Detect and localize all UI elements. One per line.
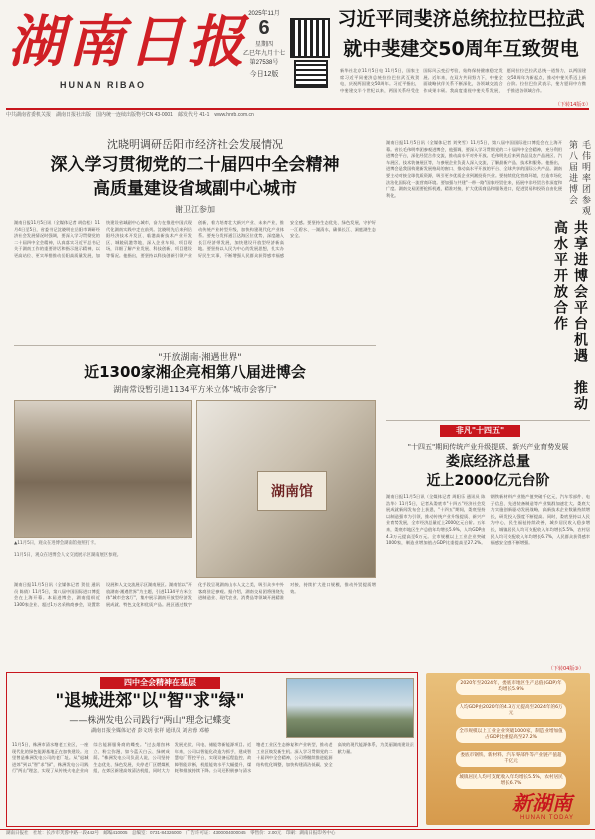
lead-headline-line-1: 深入学习贯彻党的二十届四中全会精神 <box>50 155 340 175</box>
expo-subhead: 湖南常设暂引进1134平方米立体"城市会客厅" <box>113 385 277 394</box>
masthead-pinyin: HUNAN RIBAO <box>60 80 146 90</box>
loudi-story-body: 湖南日报11月5日讯（全媒体记者 周阳乐 通讯员 陈浩华）11月5日，记者从娄底市"十四五"经济社会发展成就新闻发布会上获悉，"十四五"期间，娄底坚持以制造强市为引领，推动传统产业升级提质、新兴产业育势发展，全市经济总量近上2000亿元台阶。五年来，娄底市地区生产总值年均增长5.9%，人均GDP由4.3万元提高至6万元。全市规模以上工业企业突破1000家，制造业增加值占GDP比重提高至27.2%。钢铁新材料产业链产值突破千亿元，汽车零部件、电子信息、先进装备制造等产业集群加速壮大。娄底大力实施创新驱动发展战略，高新技术企业数量持续增长，研发投入强度不断提高。同时，娄底坚持以人民为中心，民生福祉持续改善，城乡居民收入稳步增长，城镇居民人均可支配收入年均增长5.5%，农村居民人均可支配收入年均增长6.7%，人民群众获得感幸福感安全感不断增强。 <box>386 494 590 546</box>
page-count: 今日12版 <box>249 71 279 78</box>
qr-code-icon[interactable] <box>290 18 330 58</box>
info-item-3: 全市规模以上工业企业突破1000家，制造业增加值占GDP比重提高至27.2% <box>456 727 566 743</box>
power-plant-photo[interactable] <box>286 678 414 738</box>
masthead-logo: 湖南日报 <box>8 9 248 75</box>
date-line: 2025年11月 <box>248 11 280 17</box>
brand-logo[interactable]: 新湖南 <box>512 791 572 815</box>
page-footer: 湖南日报社 社址：长沙市芙蓉中路一段442号 邮编410005 总编室：0731-84326000 广告许可证：4300004000045 零售价：2.00元 印刷：湖南日报印务中心 <box>0 829 595 839</box>
right-vertical-headline[interactable]: 共享进博会平台机遇 推动高水平开放合作 <box>552 220 588 412</box>
lead-headline-line-2: 高质量建设省域副中心城市 <box>93 179 297 199</box>
expo-headline[interactable]: 近1300家湘企亮相第八届进博会 <box>84 363 306 381</box>
brand-sub: HUNAN TODAY <box>520 815 575 821</box>
info-item-4: 娄底市钢铁、新材料、汽车零部件等产业链产值超千亿元 <box>456 751 566 767</box>
expo-story-body: 湖南日报11月5日讯（全媒体记者 贺佳 通讯员 陈倩）11月5日，第八届中国国际进口博览会在上海开幕。本届进博会，湖南组织近1300家企业、超过1万名采购商参会，设置常设展和人文交流展示区湖南展区。湖南馆以"开放湖南·湘遇世界"为主题，引进1134平方米立体"城市会客厅"，集中展示湖南开放型经济发展成就、特色文化和优质产品。展区通过数字化手段呈现湖南山水人文之美，吸引众多中外客商驻足参观。据介绍，湖南交易团将围绕先进制造业、现代农业、消费品等领域开展精准对接，持续扩大进口规模，推动外贸提质增效。 <box>14 582 376 607</box>
right-headline-line-2: 近上2000亿元台阶 <box>426 473 550 489</box>
expo-caption-2: 11月5日，观众在进博会人文交流展示区湖南展区参观。 <box>14 553 122 558</box>
lead-story-body: 湖南日报11月5日讯（全媒体记者 胡信松）11月4日至5日，省委书记沈晓明在岳阳市调研经济社会发展情况时强调，要深入学习贯彻党的二十届四中全会精神，认真落实习近平总书记关于湖南工作的重要讲话和指示批示精神，以更高站位、更实举措推动岳阳高质量发展，加快建设省域副中心城市，奋力在推进中国式现代化湖南实践中走在前列。沈晓明先后来到岳阳经济技术开发区、临港高新技术产业开发区、城陵矶港等地，深入企业车间、项目现场，详细了解产业发展、科技创新、项目建设等情况。他指出，要坚持以科技创新引领产业创新，着力培育壮大新兴产业、未来产业，推动传统产业转型升级，加快构建现代化产业体系。要充分发挥通江达海区位优势，深度融入长江经济带发展，加快建设开放型经济新高地。要坚持以人民为中心的发展思想，扎实办好民生实事，不断增强人民群众获得感幸福感安全感。要坚持生态优先、绿色发展，守护好一江碧水、一湖清水，确保长江、洞庭湖生态安全。 <box>14 220 376 258</box>
right-read-more[interactable]: （下转04版③） <box>548 666 584 672</box>
top-headline-line-2: 就中斐建交50周年互致贺电 <box>343 38 579 60</box>
info-item-1: 2020年至2024年，娄底市地区生产总值(GDP)年均增长5.9% <box>456 679 566 695</box>
right-divider <box>386 420 590 421</box>
bottom-headline[interactable]: "退城进郊"以"智"求"绿" <box>55 691 245 711</box>
date-day: 6 <box>258 17 270 39</box>
section-divider <box>14 345 376 346</box>
top-story-body: 新华社北京11月5日电 11月5日，国家主席习近平同斐济总统拉拉巴拉武互致贺电，庆祝两国建交50周年。习近平指出，中斐建交半个世纪以来，两国关系经受住国际风云变幻考验，始终保持健康稳定发展。近年来，在双方共同努力下，中斐全面战略伙伴关系不断深化，各领域交流合作成果丰硕。我高度重视中斐关系发展，愿同拉拉巴拉武总统一道努力，以两国建交50周年为新起点，推动中斐关系迈上新台阶。拉拉巴拉武表示，斐方愿同中方携手推进各领域合作。 <box>340 68 586 93</box>
lead-kicker: 沈晓明调研岳阳市经济社会发展情况 <box>107 138 283 151</box>
expo-kicker: "开放湖南·湘遇世界" <box>158 353 242 363</box>
lead-headline[interactable] <box>14 153 376 201</box>
masthead-rule <box>6 108 589 110</box>
date-weekday: 星期四 <box>254 42 273 48</box>
expo-photo-right[interactable] <box>196 400 376 578</box>
right-kicker: "十四五"期间传统产业升级提质、新兴产业育势发展 <box>407 443 569 451</box>
bottom-subhead: ——株洲发电公司践行"两山"理念记蝶变 <box>69 716 231 726</box>
top-read-more[interactable]: （下转14版①） <box>555 102 591 108</box>
info-item-2: 人均GDP由2020年的4.3万元提高至2024年的6万元 <box>456 703 566 719</box>
expo-caption-1: ▲11月5日，观众在进博会湖南馆拍照打卡。 <box>14 541 99 546</box>
expo-sign: 湖南馆 <box>257 471 327 511</box>
expo-photo-left[interactable] <box>14 400 192 538</box>
right-vertical-kicker: 毛伟明率团参观第八届进博会 <box>567 140 590 217</box>
info-item-5: 城镇居民人均可支配收入年均增长5.5%，农村居民增长6.7% <box>456 773 566 789</box>
top-headline-line-1: 习近平同斐济总统拉拉巴拉武 <box>337 8 585 30</box>
bottom-tag: 四中全会精神在基层 <box>100 677 220 689</box>
masthead-strap: 中共湖南省委机关报 湖南日报社出版 国内统一连续出版物号CN 43-0001 邮发代号 41-1 www.hnrb.com.cn <box>6 112 254 118</box>
right-headline[interactable] <box>386 453 590 491</box>
right-headline-line-1: 娄底经济总量 <box>446 454 530 470</box>
series-tag: 非凡"十四五" <box>440 425 520 437</box>
top-headline[interactable] <box>336 4 586 64</box>
bottom-story-body: 11月5日，株洲市清水塘老工业区，一座现代化的绿色能源基地正在加快建设。这里曾是株洲发电公司的老厂址。从"退城进郊"到以"智"求"绿"，株洲发电公司践行"两山"理念，实现了从传统火电企业向综合能源服务商的蝶变。"过去烟囱林立、粉尘弥漫，如今蓝天白云、绿树成荫。"株洲发电公司负责人说，公司坚持生态优先、绿色发展，关停老厂区燃煤机组，在郊区新建高效清洁机组，同时大力发展光伏、风电、储能等新能源项目。近年来，公司以智能化改造为抓手，建成智慧电厂管控平台，实现设备远程监控、故障智能诊断，机组能效水平大幅提升，煤耗和排放持续下降。公司还积极参与清水塘老工业区生态修复和产业转型，推动老工业区焕发新生机。深入学习贯彻党的二十届四中全会精神，公司将继续推进能源结构优化调整，加快构建清洁低碳、安全高效的现代能源体系，为美丽湖南建设贡献力量。 <box>12 742 414 774</box>
bottom-byline: 湖南日报全媒体记者 彭文玥 张祥 通讯员 刘舍蓉 邓椿 <box>91 728 209 734</box>
date-lunar: 乙巳年九月十七 <box>242 51 285 57</box>
right-story-body: 湖南日报11月5日讯（全媒体记者 刘笑雪）11月5日，第八届中国国际进口博览会在上海开幕。省长毛伟明率团参观进博会，他强调，要深入学习贯彻党的二十届四中全会精神，充分利用进博会平台，深化经贸合作交流，推动高水平对外开放。毛伟明先后来到食品及农产品展区、汽车展区、技术装备展区等，与参展企业负责人深入交流，了解最新产品、技术和服务。他指出，进博会是我国构建新发展格局的窗口、推动高水平开放的平台、全球共享的国际公共产品。湖南要主动对接全球优质资源，吸引更多优质企业到湘投资兴业。要持续优化营商环境，打造市场化法治化国际化一流营商环境。要加强与共建"一带一路"国家经贸往来，拓展中非经贸合作深度和广度。湖南交易团要抢抓机遇，精准对接，扩大优质商品和服务进口，促进贸易和投资自由化便利化。 <box>386 140 562 198</box>
issue-number: 第27538号 <box>249 60 279 66</box>
date-box <box>238 8 290 94</box>
barcode-icon <box>294 60 328 88</box>
lead-byline: 谢卫江参加 <box>175 205 215 214</box>
